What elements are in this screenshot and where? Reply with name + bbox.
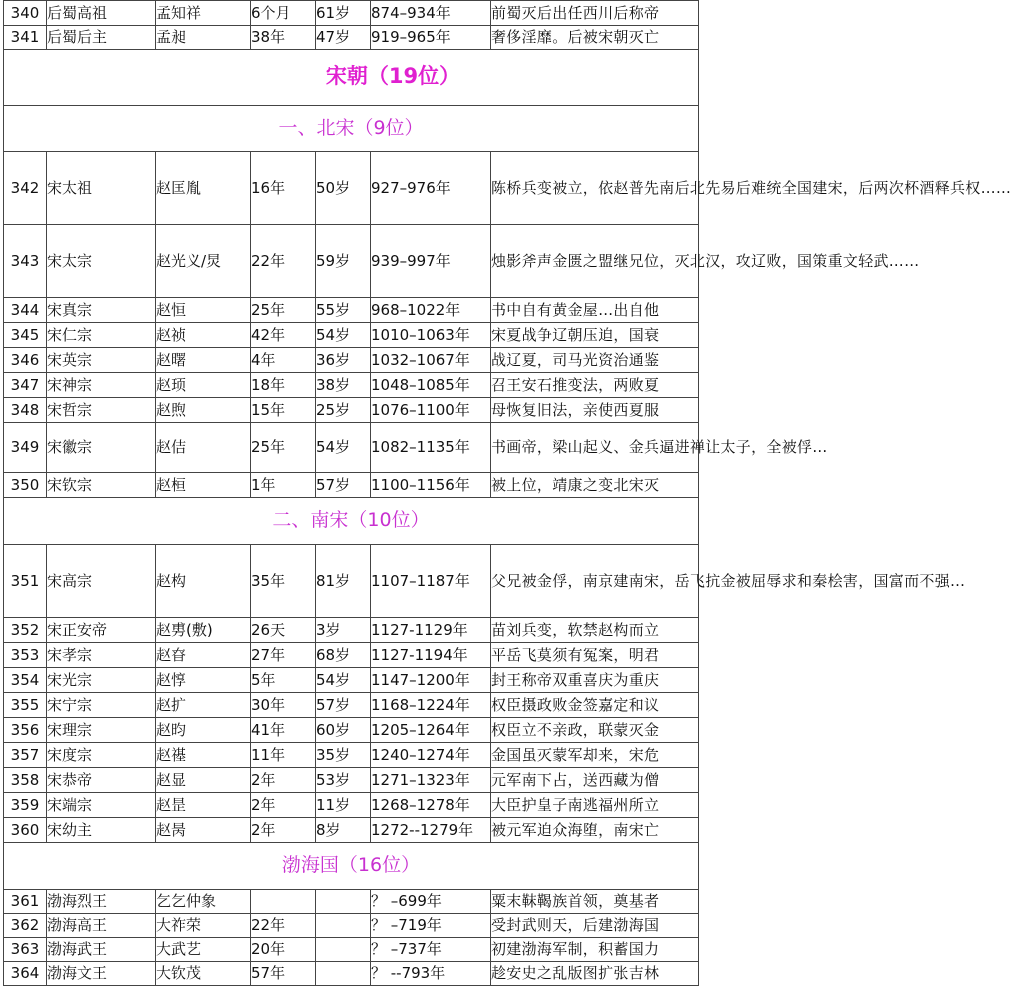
emperor-name: 大祚荣: [156, 914, 251, 938]
reign-length: 6个月: [251, 1, 316, 26]
south-song-heading: 二、南宋（10位）: [272, 509, 430, 531]
temple-title: 宋理宗: [47, 718, 156, 743]
note-cell: 元军南下占，送西藏为僧: [491, 768, 699, 793]
emperor-name: 大钦茂: [156, 962, 251, 986]
age-at-death: 25岁: [316, 398, 371, 423]
life-years: 874–934年: [371, 1, 491, 26]
age-at-death: 36岁: [316, 348, 371, 373]
bohai-heading: 渤海国（16位）: [281, 854, 421, 876]
life-years: 1271–1323年: [371, 768, 491, 793]
age-at-death: 38岁: [316, 373, 371, 398]
reign-length: 16年: [251, 152, 316, 225]
age-at-death: 60岁: [316, 718, 371, 743]
emperor-name: 赵昀: [156, 718, 251, 743]
row-number: 350: [4, 473, 47, 498]
age-at-death: [316, 890, 371, 914]
table-row: [4, 768, 699, 793]
row-number: 349: [4, 423, 47, 473]
temple-title: 宋仁宗: [47, 323, 156, 348]
life-years: 1107–1187年: [371, 545, 491, 618]
row-number: 351: [4, 545, 47, 618]
note-cell: 权臣摄政败金签嘉定和议: [491, 693, 699, 718]
age-at-death: [316, 962, 371, 986]
note-cell: 金国虽灭蒙军却来，宋危: [491, 743, 699, 768]
emperor-table-body: [4, 1, 1011, 986]
reign-length: 4年: [251, 348, 316, 373]
life-years: 927–976年: [371, 152, 491, 225]
age-at-death: 11岁: [316, 793, 371, 818]
table-row: [4, 718, 699, 743]
note-cell: 粟末靺鞨族首领，奠基者: [491, 890, 699, 914]
life-years: 1032–1067年: [371, 348, 491, 373]
table-row: [4, 668, 699, 693]
life-years: 1168–1224年: [371, 693, 491, 718]
age-at-death: 59岁: [316, 225, 371, 298]
reign-length: 2年: [251, 793, 316, 818]
note-cell: 母恢复旧法，亲使西夏服: [491, 398, 699, 423]
temple-title: 宋神宗: [47, 373, 156, 398]
reign-length: 15年: [251, 398, 316, 423]
temple-title: 渤海烈王: [47, 890, 156, 914]
reign-length: 2年: [251, 818, 316, 843]
temple-title: 宋哲宗: [47, 398, 156, 423]
life-years: 939–997年: [371, 225, 491, 298]
reign-length: [251, 890, 316, 914]
note-cell: 平岳飞莫须有冤案，明君: [491, 643, 699, 668]
note-cell: 战辽夏，司马光资治通鉴: [491, 348, 699, 373]
temple-title: 渤海文王: [47, 962, 156, 986]
temple-title: 宋端宗: [47, 793, 156, 818]
emperor-name: 赵构: [156, 545, 251, 618]
emperor-name: 赵昰: [156, 793, 251, 818]
emperor-name: 赵扩: [156, 693, 251, 718]
dynasty-heading: 宋朝（19位）: [325, 64, 461, 88]
life-years: 1048–1085年: [371, 373, 491, 398]
note-cell: 权臣立不亲政，联蒙灭金: [491, 718, 699, 743]
table-row: [4, 152, 699, 225]
row-number: 340: [4, 1, 47, 26]
life-years: 1240–1274年: [371, 743, 491, 768]
row-number: 359: [4, 793, 47, 818]
temple-title: 宋正安帝: [47, 618, 156, 643]
row-number: 358: [4, 768, 47, 793]
life-years: 1076–1100年: [371, 398, 491, 423]
emperor-name: 孟昶: [156, 26, 251, 50]
reign-length: 2年: [251, 768, 316, 793]
note-cell: 奢侈淫靡。后被宋朝灭亡: [491, 26, 699, 50]
row-number: 361: [4, 890, 47, 914]
table-row: [4, 962, 699, 986]
age-at-death: 57岁: [316, 693, 371, 718]
life-years: ？ --793年: [371, 962, 491, 986]
temple-title: 宋真宗: [47, 298, 156, 323]
life-years: 1147–1200年: [371, 668, 491, 693]
life-years: 1082–1135年: [371, 423, 491, 473]
emperor-name: 赵煦: [156, 398, 251, 423]
row-number: 360: [4, 818, 47, 843]
reign-length: 57年: [251, 962, 316, 986]
row-number: 343: [4, 225, 47, 298]
age-at-death: 35岁: [316, 743, 371, 768]
reign-length: 25年: [251, 423, 316, 473]
row-number: 345: [4, 323, 47, 348]
age-at-death: 54岁: [316, 668, 371, 693]
table-row: [4, 1, 699, 26]
life-years: ？ –719年: [371, 914, 491, 938]
emperor-name: 赵旉(敷): [156, 618, 251, 643]
emperor-name: 孟知祥: [156, 1, 251, 26]
life-years: 1205–1264年: [371, 718, 491, 743]
reign-length: 30年: [251, 693, 316, 718]
note-cell: 大臣护皇子南逃福州所立: [491, 793, 699, 818]
row-number: 344: [4, 298, 47, 323]
table-row: [4, 423, 699, 473]
temple-title: 渤海高王: [47, 914, 156, 938]
emperor-table: [3, 0, 1011, 986]
emperor-name: 乞乞仲象: [156, 890, 251, 914]
south-song-heading-cell: [4, 498, 699, 545]
row-number: 352: [4, 618, 47, 643]
note-cell: 书画帝，梁山起义、金兵逼进禅让太子，全被俘…: [491, 423, 699, 473]
table-row: [4, 473, 699, 498]
table-row: [4, 914, 699, 938]
age-at-death: 55岁: [316, 298, 371, 323]
temple-title: 宋度宗: [47, 743, 156, 768]
row-number: 341: [4, 26, 47, 50]
temple-title: 宋光宗: [47, 668, 156, 693]
temple-title: 宋徽宗: [47, 423, 156, 473]
reign-length: 25年: [251, 298, 316, 323]
row-number: 346: [4, 348, 47, 373]
note-cell: 书中自有黄金屋…出自他: [491, 298, 699, 323]
table-row: [4, 298, 699, 323]
row-number: 353: [4, 643, 47, 668]
temple-title: 宋英宗: [47, 348, 156, 373]
age-at-death: [316, 938, 371, 962]
temple-title: 宋恭帝: [47, 768, 156, 793]
table-row: [4, 323, 699, 348]
north-song-heading-row: [4, 106, 699, 152]
temple-title: 宋宁宗: [47, 693, 156, 718]
age-at-death: 57岁: [316, 473, 371, 498]
table-row: [4, 938, 699, 962]
table-row: [4, 225, 699, 298]
row-number: 357: [4, 743, 47, 768]
reign-length: 42年: [251, 323, 316, 348]
bohai-heading-row: [4, 843, 699, 890]
table-row: [4, 743, 699, 768]
row-number: 347: [4, 373, 47, 398]
temple-title: 渤海武王: [47, 938, 156, 962]
temple-title: 宋太祖: [47, 152, 156, 225]
emperor-name: 赵顼: [156, 373, 251, 398]
age-at-death: 8岁: [316, 818, 371, 843]
age-at-death: 54岁: [316, 323, 371, 348]
emperor-name: 赵祯: [156, 323, 251, 348]
reign-length: 1年: [251, 473, 316, 498]
emperor-name: 赵桓: [156, 473, 251, 498]
row-number: 354: [4, 668, 47, 693]
table-row: [4, 693, 699, 718]
reign-length: 22年: [251, 225, 316, 298]
life-years: 1127-1129年: [371, 618, 491, 643]
row-number: 342: [4, 152, 47, 225]
emperor-name: 赵显: [156, 768, 251, 793]
life-years: 1268–1278年: [371, 793, 491, 818]
life-years: 1127-1194年: [371, 643, 491, 668]
note-cell: 陈桥兵变被立，依赵普先南后北先易后难统全国建宋，后两次杯酒释兵权……: [491, 152, 699, 225]
age-at-death: 53岁: [316, 768, 371, 793]
bohai-heading-cell: [4, 843, 699, 890]
note-cell: 召王安石推变法，两败夏: [491, 373, 699, 398]
emperor-name: 赵光义/炅: [156, 225, 251, 298]
south-song-heading-row: [4, 498, 699, 545]
note-cell: 受封武则天，后建渤海国: [491, 914, 699, 938]
note-cell: 烛影斧声金匮之盟继兄位，灭北汉，攻辽败，国策重文轻武……: [491, 225, 699, 298]
emperor-name: 赵昚: [156, 643, 251, 668]
temple-title: 宋钦宗: [47, 473, 156, 498]
life-years: 1272--1279年: [371, 818, 491, 843]
note-cell: 宋夏战争辽朝压迫，国衰: [491, 323, 699, 348]
table-row: [4, 618, 699, 643]
row-number: 363: [4, 938, 47, 962]
life-years: ？ –699年: [371, 890, 491, 914]
dynasty-heading-row: [4, 50, 699, 106]
note-cell: 父兄被金俘，南京建南宋，岳飞抗金被屈辱求和秦桧害，国富而不强…: [491, 545, 699, 618]
age-at-death: [316, 914, 371, 938]
dynasty-heading-cell: [4, 50, 699, 106]
temple-title: 宋孝宗: [47, 643, 156, 668]
row-number: 364: [4, 962, 47, 986]
age-at-death: 3岁: [316, 618, 371, 643]
row-number: 356: [4, 718, 47, 743]
temple-title: 后蜀高祖: [47, 1, 156, 26]
life-years: ？ –737年: [371, 938, 491, 962]
table-row: [4, 793, 699, 818]
table-row: [4, 348, 699, 373]
note-cell: 初建渤海军制，积蓄国力: [491, 938, 699, 962]
age-at-death: 68岁: [316, 643, 371, 668]
row-number: 355: [4, 693, 47, 718]
temple-title: 宋幼主: [47, 818, 156, 843]
age-at-death: 50岁: [316, 152, 371, 225]
reign-length: 35年: [251, 545, 316, 618]
note-cell: 趁安史之乱版图扩张吉林: [491, 962, 699, 986]
reign-length: 26天: [251, 618, 316, 643]
age-at-death: 54岁: [316, 423, 371, 473]
table-row: [4, 818, 699, 843]
life-years: 1100–1156年: [371, 473, 491, 498]
north-song-heading: 一、北宋（9位）: [278, 116, 424, 139]
row-number: 348: [4, 398, 47, 423]
note-cell: 封王称帝双重喜庆为重庆: [491, 668, 699, 693]
emperor-name: 大武艺: [156, 938, 251, 962]
note-cell: 苗刘兵变，软禁赵构而立: [491, 618, 699, 643]
table-row: [4, 26, 699, 50]
emperor-name: 赵恒: [156, 298, 251, 323]
reign-length: 41年: [251, 718, 316, 743]
table-row: [4, 545, 699, 618]
age-at-death: 81岁: [316, 545, 371, 618]
reign-length: 11年: [251, 743, 316, 768]
reign-length: 18年: [251, 373, 316, 398]
reign-length: 20年: [251, 938, 316, 962]
temple-title: 后蜀后主: [47, 26, 156, 50]
table-row: [4, 890, 699, 914]
note-cell: 被元军迫众海堕，南宋亡: [491, 818, 699, 843]
reign-length: 22年: [251, 914, 316, 938]
reign-length: 27年: [251, 643, 316, 668]
row-number: 362: [4, 914, 47, 938]
age-at-death: 61岁: [316, 1, 371, 26]
reign-length: 5年: [251, 668, 316, 693]
emperor-name: 赵佶: [156, 423, 251, 473]
emperor-name: 赵惇: [156, 668, 251, 693]
emperor-name: 赵昺: [156, 818, 251, 843]
emperor-name: 赵匡胤: [156, 152, 251, 225]
life-years: 1010–1063年: [371, 323, 491, 348]
note-cell: 前蜀灭后出任西川后称帝: [491, 1, 699, 26]
temple-title: 宋太宗: [47, 225, 156, 298]
table-row: [4, 398, 699, 423]
life-years: 919–965年: [371, 26, 491, 50]
emperor-name: 赵禥: [156, 743, 251, 768]
table-row: [4, 373, 699, 398]
north-song-heading-cell: [4, 106, 699, 152]
table-row: [4, 643, 699, 668]
age-at-death: 47岁: [316, 26, 371, 50]
note-cell: 被上位，靖康之变北宋灭: [491, 473, 699, 498]
temple-title: 宋高宗: [47, 545, 156, 618]
life-years: 968–1022年: [371, 298, 491, 323]
emperor-name: 赵曙: [156, 348, 251, 373]
reign-length: 38年: [251, 26, 316, 50]
